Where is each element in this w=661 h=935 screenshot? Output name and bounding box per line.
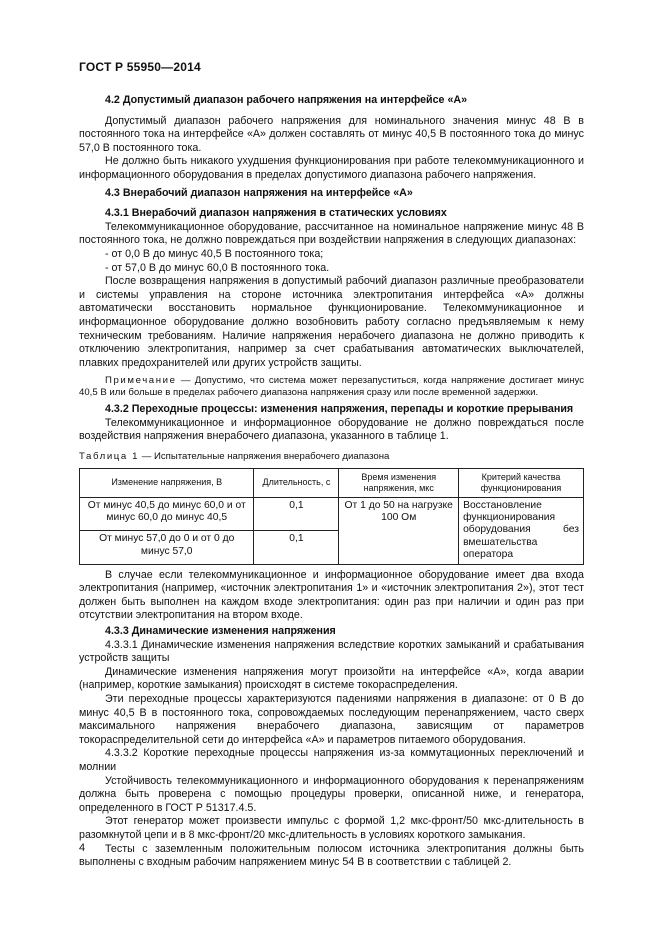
table-cell: От минус 40,5 до минус 60,0 и от минус 60,0 до минус 40,5: [80, 497, 254, 531]
table-caption: [79, 450, 584, 464]
table-cell: 0,1: [254, 531, 339, 565]
table-caption-text: — Испытательные напряжения внерабочего диапазона: [139, 451, 390, 463]
list-item: - от 0,0 В до минус 40,5 В постоянного тока;: [105, 247, 324, 260]
paragraph: Телекоммуникационное и информационное оборудование не должно повреждаться после воздействия напряжения внерабочего диапазона, указанного в таблице 1.: [79, 416, 584, 443]
list-item: - от 57,0 В до минус 60,0 В постоянного тока.: [105, 261, 330, 274]
paragraph: После возвращения напряжения в допустимый рабочий диапазон различные преобразователи и системы управления на стороне источника электропитания интерфейса «А» должны автоматически восстановить нормальное функционирование. Телекоммуникационное и информационное оборудование должно возобновить работу согласно предъявляемым к нему техническим требованиям. Наличие напряжения нерабочего диапазона не должно приводить к отключению электропитания, например за счет срабатывания автоматических выключателей, плавких предохранителей или других устройств защиты.: [79, 275, 584, 369]
note-label: Примечание: [105, 375, 177, 387]
table-caption-label: Таблица 1: [79, 451, 140, 463]
section-4-3-2-title: 4.3.2 Переходные процессы: изменения напряжения, перепады и короткие прерывания: [105, 403, 574, 416]
page-number: 4: [79, 842, 86, 854]
paragraph: Эти переходные процессы характеризуются падениями напряжения в диапазоне: от 0 В до минус 40,5 В в постоянного тока, сопровождаемых последующим перенапряжением, часто сверх максимального напряжения внерабочего диапазона, зависящим от параметров токораспределительной сети до интерфейса «А» и параметров питаемого оборудования.: [79, 693, 584, 746]
paragraph: Тесты с заземленным положительным полюсом источника электропитания должны быть выполнены с входным рабочим напряжением минус 54 В в соответствии с таблицей 2.: [79, 842, 584, 869]
paragraph: 4.3.3.1 Динамические изменения напряжения вследствие коротких замыканий и срабатывания устройств защиты: [79, 638, 584, 665]
paragraph: 4.3.3.2 Короткие переходные процессы напряжения из-за коммутационных переключений и молнии: [79, 747, 584, 773]
table-row: [80, 497, 584, 531]
table-cell: Восстановление функционирования оборудования без вмешательства оператора: [459, 497, 584, 564]
section-4-3-1-title: 4.3.1 Внерабочий диапазон напряжения в статических условиях: [105, 207, 447, 220]
column-header: Длительность, с: [254, 468, 339, 497]
table-cell: От минус 57,0 до 0 и от 0 до минус 57,0: [80, 531, 254, 565]
column-header: Изменение напряжения, В: [80, 468, 254, 497]
table-cell: 0,1: [254, 497, 339, 531]
page-content: [79, 90, 584, 870]
paragraph: Этот генератор может произвести импульс с формой 1,2 мкс-фронт/50 мкс-длительность в разомкнутой цепи и в 8 мкс-фронт/20 мкс-длительность в условиях короткого замыкания.: [79, 815, 584, 841]
column-header: Время изменения напряжения, мкс: [339, 468, 459, 497]
section-4-3-title: 4.3 Внерабочий диапазон напряжения на интерфейсе «А»: [105, 186, 413, 199]
paragraph: Динамические изменения напряжения могут произойти на интерфейсе «А», когда аварии (например, короткие замыкания) происходят в системе токораспределения.: [79, 665, 584, 692]
paragraph: Не должно быть никакого ухудшения функционирования при работе телекоммуникационного и информационного оборудования в пределах допустимого диапазона рабочего напряжения.: [79, 155, 584, 181]
paragraph: Допустимый диапазон рабочего напряжения для номинального значения минус 48 В в постоянного тока на интерфейсе «А» должен составлять от минус 40,5 В постоянного тока до минус 57,0 В постоянного тока.: [79, 114, 584, 154]
table-cell: От 1 до 50 на нагрузке 100 Ом: [339, 497, 459, 564]
note-text: — Допустимо, что система может перезапуститься, когда напряжение достигает минус 40,5 В или больше в пределах рабочего диапазона напряжения сразу или после временной задержки.: [79, 375, 584, 399]
test-voltages-table: [79, 468, 584, 565]
column-header: Критерий качества функционирования: [459, 468, 584, 497]
table-header-row: [80, 468, 584, 497]
paragraph: Телекоммуникационное оборудование, рассчитанное на номинальное напряжение минус 48 В постоянного тока, не должно повреждаться при воздействии напряжения в следующих диапазонах:: [79, 220, 584, 247]
note: [79, 375, 584, 399]
paragraph: В случае если телекоммуникационное и информационное оборудование имеет два входа электропитания (например, «источник электропитания 1» и «источник электропитания 2»), этот тест должен быть выполнен на каждом входе электропитания: один раз при наличии и один раз при отсутствии электропитания на втором входе.: [79, 568, 584, 622]
section-4-3-3-title: 4.3.3 Динамические изменения напряжения: [105, 625, 336, 638]
section-4-2-title: 4.2 Допустимый диапазон рабочего напряжения на интерфейсе «А»: [105, 94, 468, 106]
document-code-header: ГОСТ Р 55950—2014: [79, 60, 201, 74]
paragraph: Устойчивость телекоммуникационного и информационного оборудования к перенапряжениям должна быть проверена с помощью процедуры проверки, описанной ниже, и генератора, определенного в ГОСТ Р 51317.4.5.: [79, 774, 584, 814]
